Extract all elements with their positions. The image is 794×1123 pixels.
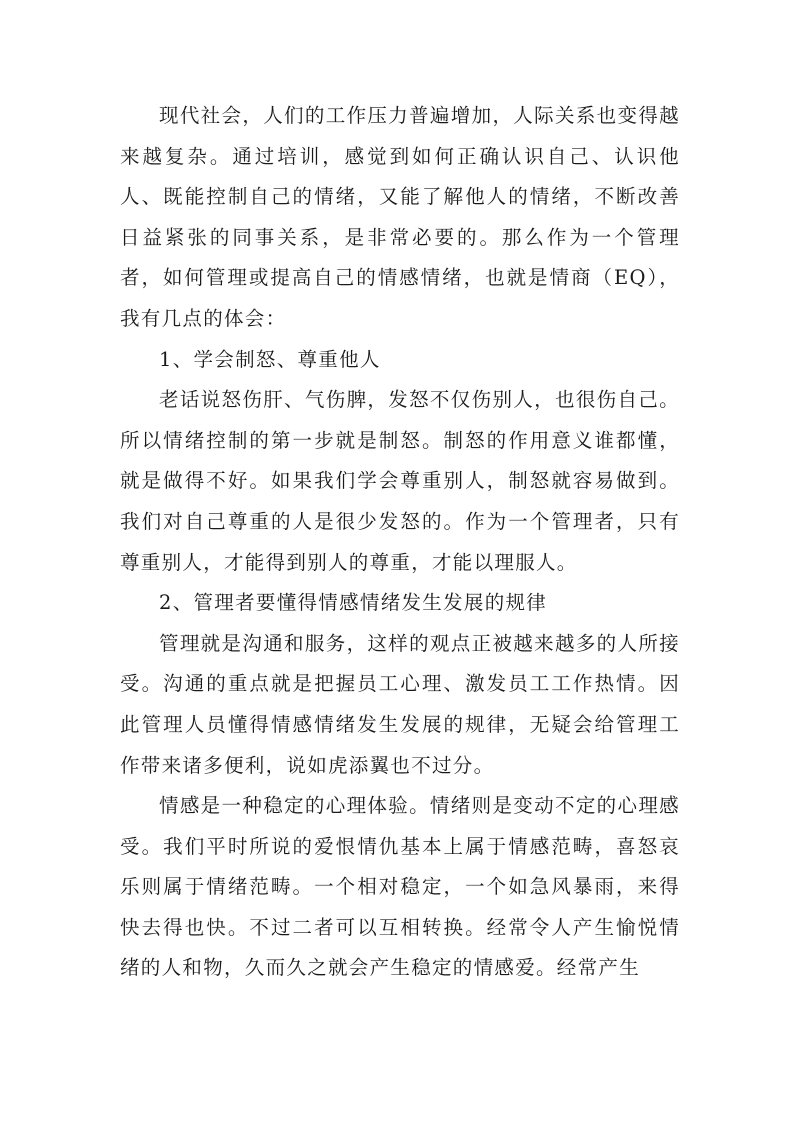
section-heading-1: 1、学会制怒、尊重他人 [159,347,381,371]
paragraph-intro: 现代社会，人们的工作压力普遍增加，人际关系也变得越来越复杂。通过培训，感觉到如何正确认识自己、认识他人、既能控制自己的情绪，又能了解他人的情绪，不断改善日益紧张的同事关系，是非常必要的。那么作为一个管理者，如何管理或提高自己的情感情绪，也就是情商（EQ），我有几点的体会： [120,104,680,330]
paragraph-anger-control: 老话说怒伤肝、气伤脾，发怒不仅伤别人，也很伤自己。所以情绪控制的第一步就是制怒。制怒的作用意义谁都懂，就是做得不好。如果我们学会尊重别人，制怒就容易做到。我们对自己尊重的人是很少发怒的。作为一个管理者，只有尊重别人，才能得到别人的尊重，才能以理服人。 [120,388,680,574]
document-body [120,96,680,989]
section-heading-2: 2、管理者要懂得情感情绪发生发展的规律 [159,591,548,615]
paragraph-communication: 管理就是沟通和服务，这样的观点正被越来越多的人所接受。沟通的重点就是把握员工心理、激发员工工作热情。因此管理人员懂得情感情绪发生发展的规律，无疑会给管理工作带来诸多便利，说如虎添翼也不过分。 [120,631,680,777]
paragraph-emotion-feeling: 情感是一种稳定的心理体验。情绪则是变动不定的心理感受。我们平时所说的爱恨情仇基本上属于情感范畴，喜怒哀乐则属于情绪范畴。一个相对稳定，一个如急风暴雨，来得快去得也快。不过二者可以互相转换。经常令人产生愉悦情绪的人和物，久而久之就会产生稳定的情感爱。经常产生 [120,794,680,980]
